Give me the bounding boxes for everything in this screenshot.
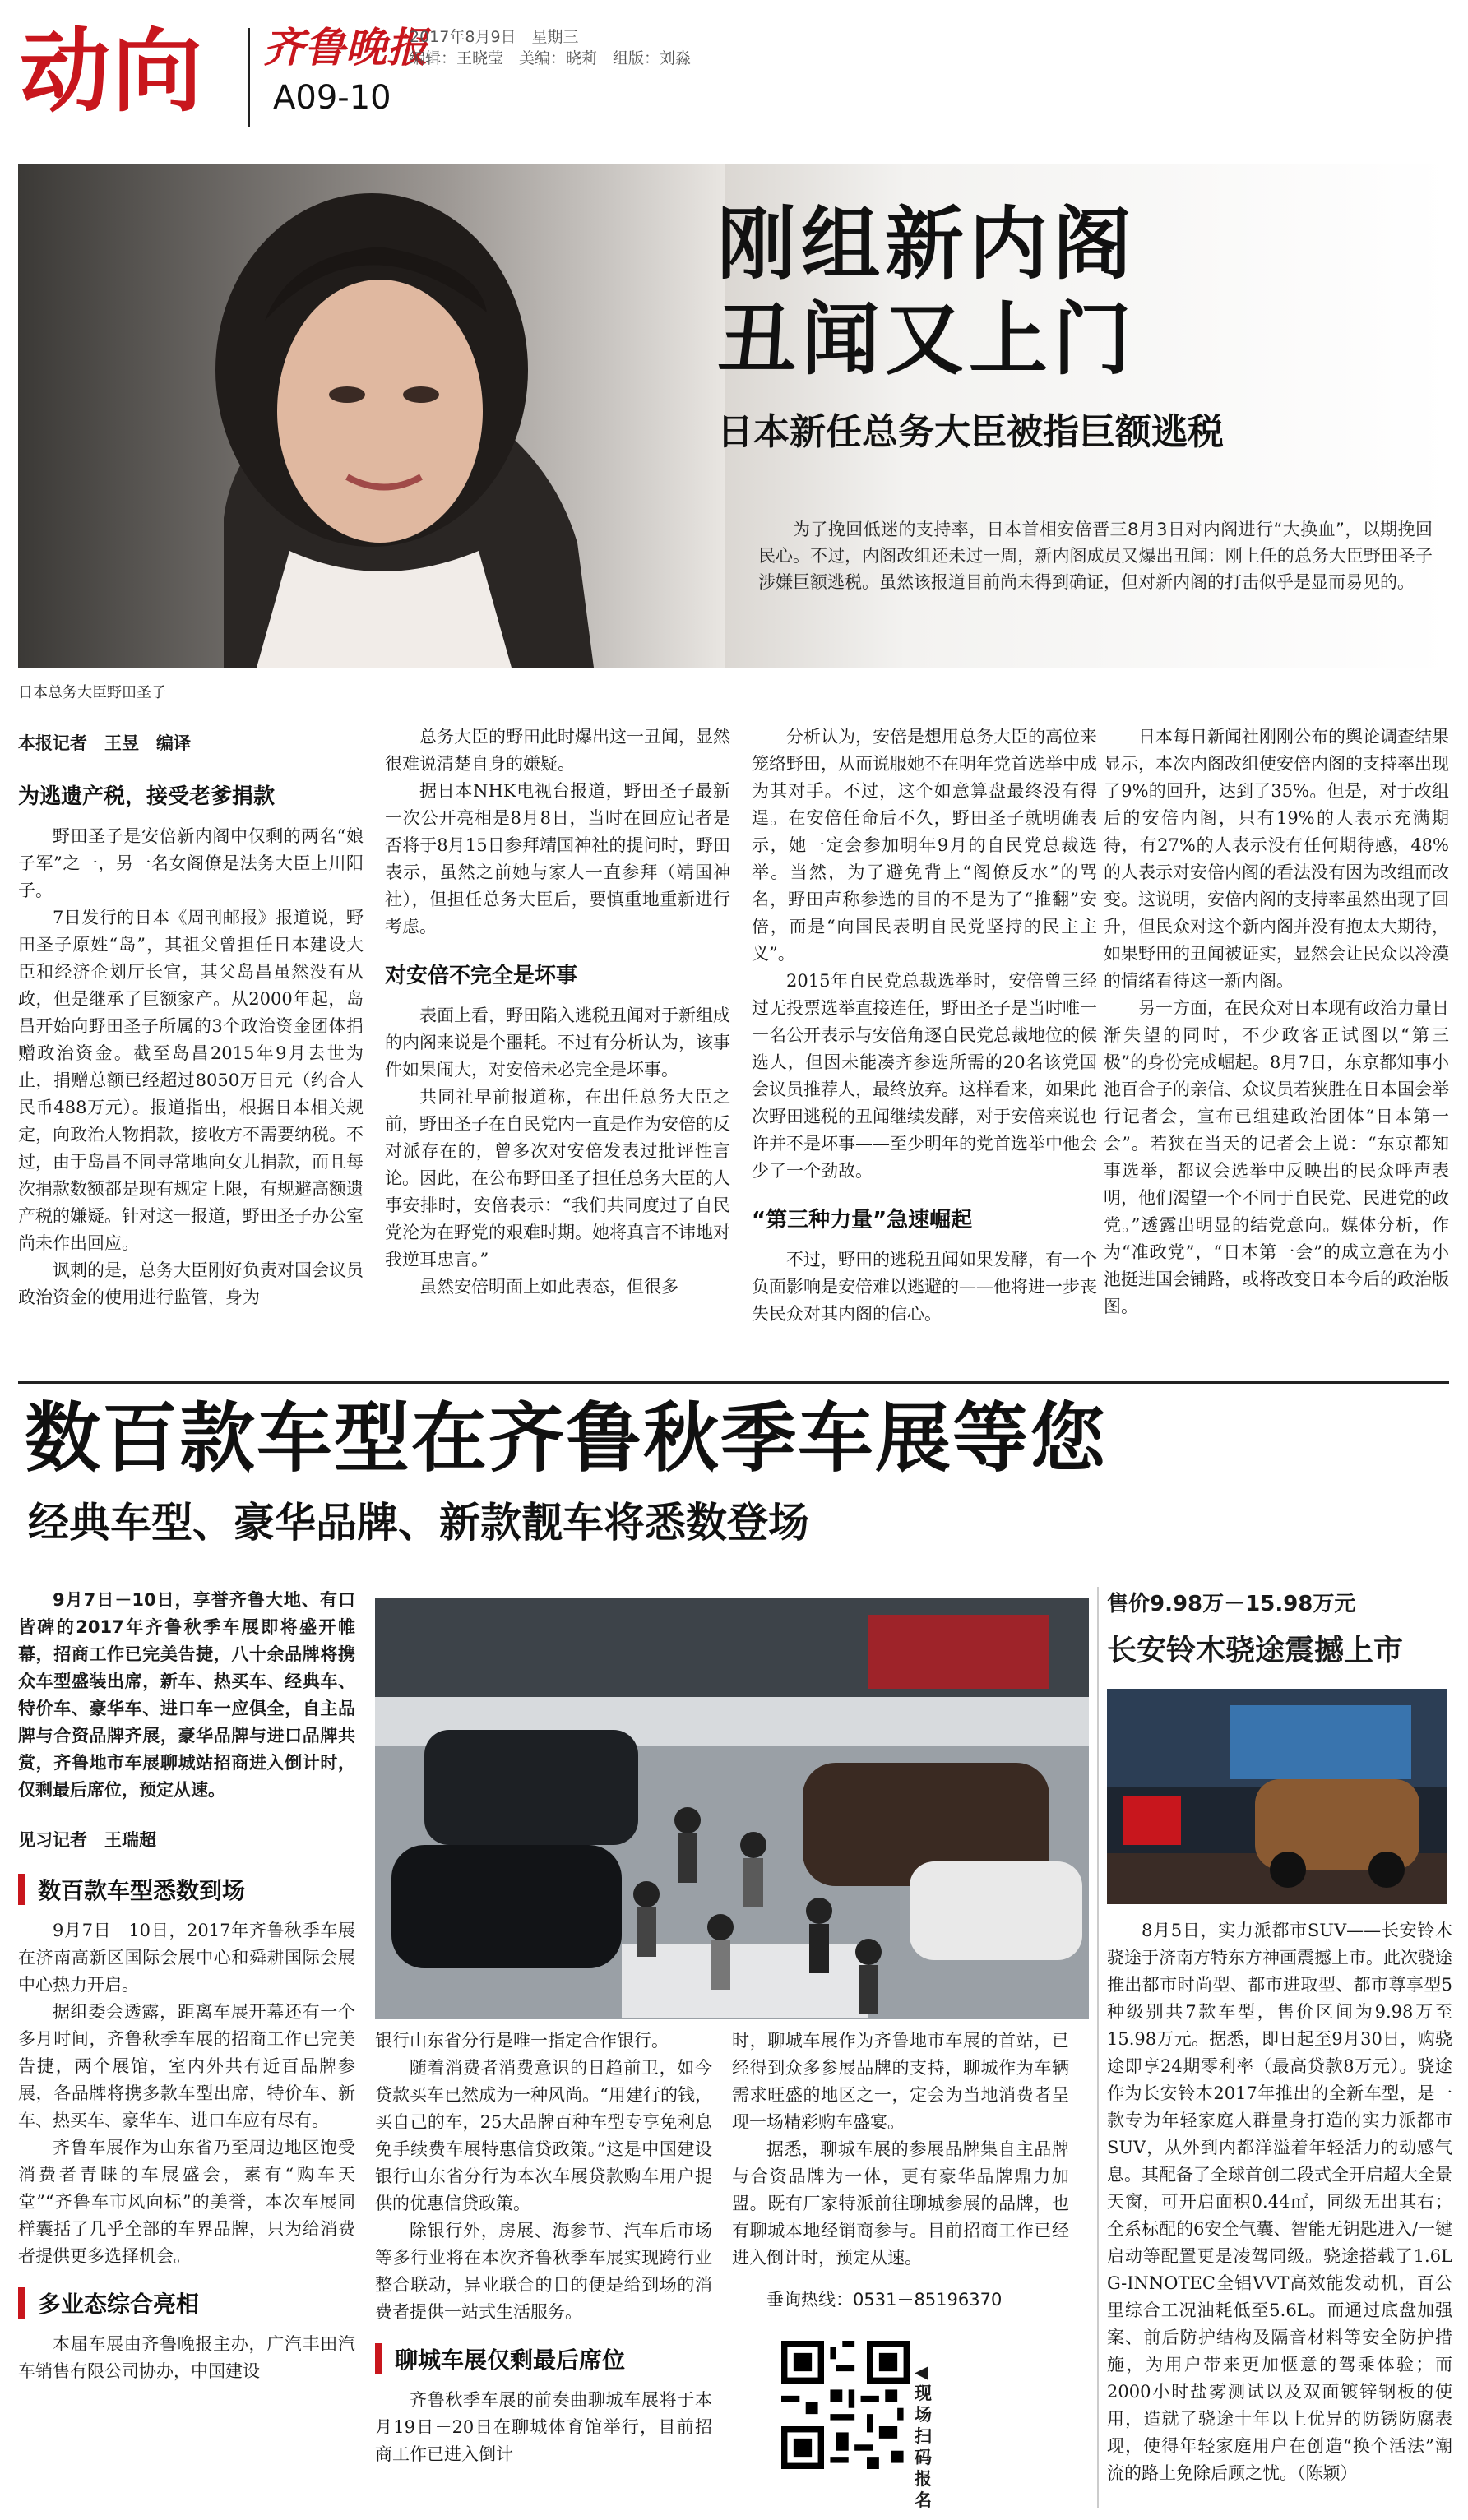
story1-col1 xyxy=(18,724,364,1311)
paragraph: 时，聊城车展作为齐鲁地市车展的首站，已经得到众多参展品牌的支持，聊城作为车辆需求旺盛的地区之一，定会为当地消费者呈现一场精彩购车盛宴。 xyxy=(732,2031,1069,2132)
paragraph: 共同社早前报道称，在出任总务大臣之前，野田圣子在自民党内一直是作为安倍的反对派存在的，曾多次对安倍发表过批评性言论。因此，在公布野田圣子担任总务大臣的人事安排时，安倍表示：“我们共同度过了自民党沦为在野党的艰难时期。她将真言不讳地对我逆耳忠言。” xyxy=(385,1087,730,1269)
paragraph: 8月5日，实力派都市SUV——长安铃木骁途于济南方特东方神画震撼上市。此次骁途推出都市时尚型、都市进取型、都市尊享型5种级别共7款车型，售价区间为9.98万至15.98万元。据悉，即日起至9月30日，购骁途即享24期零利率（最高贷款8万元）。骁途作为长安铃木2017年推出的全新车型，是一款专为年轻家庭人群量身打造的实力派都市SUV，从外到内都洋溢着年轻活力的动感气息。其配备了全球首创二段式全开启超大全景天窗，可开启面积0.44㎡，同级无出其右；全系标配的6安全气囊、智能无钥匙进入/一键启动等配置更是凌驾同级。骁途搭载了1.6L G-INNOTEC全铝VVT高效能发动机，百公里综合工况油耗低至5.6L。而通过底盘加强案、前后防护结构及隔音材料等安全防护措施，为用户带来更加惬意的驾乘体验；而2000小时盐雾测试以及双面镀锌钢板的使用，造就了骁途十年以上优异的防锈防腐表现，使得年轻家庭用户在创造“换个活法”潮流的路上免除后顾之忧。（陈颖） xyxy=(1107,1921,1452,2483)
paragraph: 不过，野田的逃税丑闻如果发酵，有一个负面影响是安倍难以逃避的——他将进一步丧失民众对其内阁的信心。 xyxy=(752,1250,1097,1324)
story1-col2 xyxy=(385,724,730,1301)
paragraph: 2015年自民党总裁选举时，安倍曾三经过无投票选举直接连任，野田圣子是当时唯一一名公开表示与安倍角逐自民党总裁地位的候选人，但因未能凑齐参选所需的20名该党国会议员推荐人，最终放弃。这样看来，如果此次野田逃税的丑闻继续发酵，对于安倍来说也许并不是坏事——至少明年的党首选举中他会少了一个劲敌。 xyxy=(752,971,1097,1181)
story1-section3-title: “第三种力量”急速崛起 xyxy=(752,1208,973,1232)
story3-price: 售价9.98万－15.98万元 xyxy=(1107,1592,1356,1616)
story1-byline: 本报记者 王昱 编译 xyxy=(18,733,191,753)
paragraph: 随着消费者消费意识的日趋前卫，如今贷款买车已然成为一种风尚。“用建行的钱，买自己的车，25大品牌百种车型专享免利息免手续费车展特惠信贷政策。”这是中国建设银行山东省分行为本次车展贷款购车用户提供的优惠信贷政策。 xyxy=(375,2058,712,2213)
story2-col2 xyxy=(375,2028,712,2468)
section-divider xyxy=(18,1381,1449,1384)
story2-section3-title xyxy=(375,2342,712,2375)
paragraph: 据组委会透露，距离车展开幕还有一个多月时间，齐鲁秋季车展的招商工作已完美告捷，两个展馆，室内外共有近百品牌参展，各品牌将携多款车型出席，特价车、新车、热买车、豪华车、进口车应有尽有。 xyxy=(18,2002,355,2130)
qr-code[interactable] xyxy=(781,2341,910,2469)
story2-col3 xyxy=(732,2028,1069,2469)
section-title-text: 数百款车型悉数到场 xyxy=(38,1877,246,1904)
paragraph: 表面上看，野田陷入逃税丑闻对于新组成的内阁来说是个噩耗。不过有分析认为，该事件如果闹大，对安倍未必完全是坏事。 xyxy=(385,1006,730,1080)
story3-headline: 长安铃木骁途震撼上市 xyxy=(1107,1634,1404,1667)
story1-hero xyxy=(18,164,1449,668)
section-title-text: 多业态综合亮相 xyxy=(38,2291,200,2318)
issue-date: 2017年8月9日 星期三 xyxy=(410,28,579,46)
story3 xyxy=(1107,1587,1452,2487)
story3-divider xyxy=(1097,1587,1099,2508)
story1-subheadline: 日本新任总务大臣被指巨额逃税 xyxy=(717,411,1224,453)
story2-subheadline: 经典车型、豪华品牌、新款靓车将悉数登场 xyxy=(28,1499,809,1547)
story1-headline-line2: 丑闻又上门 xyxy=(717,294,1137,386)
story1-lead: 为了挽回低迷的支持率，日本首相安倍晋三8月3日对内阁进行“大换血”，以期挽回民心。不过，内阁改组还未过一周，新内阁成员又爆出丑闻：刚上任的总务大臣野田圣子涉嫌巨额逃税。虽然该报道目前尚未得到确证，但对新内阁的打击似乎是显而易见的。 xyxy=(758,520,1433,592)
paragraph: 讽刺的是，总务大臣刚好负责对国会议员政治资金的使用进行监管，身为 xyxy=(18,1260,364,1307)
paragraph: 银行山东省分行是唯一指定合作银行。 xyxy=(375,2031,669,2051)
paragraph: 野田圣子是安倍新内阁中仅剩的两名“娘子军”之一，另一名女阁僚是法务大臣上川阳子。 xyxy=(18,826,364,900)
hotline: 垂询热线：0531－85196370 xyxy=(766,2290,1003,2310)
paragraph: 7日发行的日本《周刊邮报》报道说，野田圣子原姓“岛”，其祖父曾担任日本建设大臣和经济企划厅长官，其父岛昌虽然没有从政，但是继承了巨额家产。从2000年起，岛昌开始向野田圣子所属的3个政治资金团体捐赠政治资金。截至岛昌2015年9月去世为止，捐赠总额已经超过8050万日元（约合人民币488万元）。报道指出，根据日本相关规定，向政治人物捐款，接收方不需要纳税。不过，由于岛昌不同寻常地向女儿捐款，而且每次捐款数额都是现有规定上限，有规避高额遗产税的嫌疑。针对这一报道，野田圣子办公室尚未作出回应。 xyxy=(18,908,364,1253)
masthead-divider xyxy=(248,28,250,127)
paragraph: 据悉，聊城车展的参展品牌集自主品牌与合资品牌为一体，更有豪华品牌鼎力加盟。既有厂家特派前往聊城参展的品牌，也有聊城本地经销商参与。目前招商工作已经进入倒计时，预定从速。 xyxy=(732,2139,1069,2268)
page-number: A09-10 xyxy=(273,79,391,117)
story1-col3 xyxy=(752,724,1097,1328)
paragraph: 总务大臣的野田此时爆出这一丑闻，显然很难说清楚自身的嫌疑。 xyxy=(385,727,730,774)
qr-caption: ◀现场扫码报名 xyxy=(915,2362,932,2510)
editor-credits: 编辑：王晓莹 美编：晓莉 组版：刘淼 xyxy=(410,49,692,67)
story1-col4 xyxy=(1104,724,1449,1320)
paragraph: 齐鲁车展作为山东省乃至周边地区饱受消费者青睐的车展盛会，素有“购车天堂”“齐鲁车市风向标”的美誉，本次车展同样囊括了几乎全部的车界品牌，只为给消费者提供更多选择机会。 xyxy=(18,2138,355,2266)
paragraph: 据日本NHK电视台报道，野田圣子最新一次公开亮相是8月8日，当时在回应记者是否将于8月15日参拜靖国神社的提问时，野田表示，虽然之前她与家人一直参拜（靖国神社），但担任总务大臣后，要慎重地重新进行考虑。 xyxy=(385,781,730,936)
car-launch-photo xyxy=(1107,1689,1447,1904)
paragraph: 除银行外，房展、海参节、汽车后市场等多行业将在本次齐鲁秋季车展实现跨行业整合联动，异业联合的目的便是给到场的消费者提供一站式生活服务。 xyxy=(375,2221,712,2322)
story1-section1-title: 为逃遗产税，接受老爹捐款 xyxy=(18,784,276,809)
paragraph: 分析认为，安倍是想用总务大臣的高位来笼络野田，从而说服她不在明年党首选举中成为其对手。不过，这个如意算盘最终没有得逞。在安倍任命后不久，野田圣子就明确表示，她一定会参加明年9月的自民党总裁选举。当然，为了避免背上“阁僚反水”的骂名，野田声称参选的目的不是为了“推翻”安倍，而是“向国民表明自民党坚持的民主主义”。 xyxy=(752,727,1097,964)
story1-body xyxy=(18,724,1449,1381)
paragraph: 虽然安倍明面上如此表态，但很多 xyxy=(419,1277,678,1297)
story2-section1-title xyxy=(18,1873,355,1906)
story2-headline: 数百款车型在齐鲁秋季车展等您 xyxy=(25,1394,1108,1482)
portrait-photo xyxy=(18,164,725,668)
paper-logo: 齐鲁晚报 xyxy=(263,23,428,72)
masthead xyxy=(0,0,1468,164)
story2-byline: 见习记者 王瑞超 xyxy=(18,1830,156,1850)
auto-show-photo xyxy=(375,1598,1089,2019)
section-title: 动向 xyxy=(20,19,204,124)
paragraph: 日本每日新闻社刚刚公布的舆论调查结果显示，本次内阁改组使安倍内阁的支持率出现了9%的回升，达到了35%。但是，对于改组后的安倍内阁，只有19%的人表示充满期待，有27%的人表示没有任何期待感，48%的人表示对安倍内阁的看法没有因为改组而改变。这说明，安倍内阁的支持率虽然出现了回升，但民众对这个新内阁并没有抱太大期待，如果野田的丑闻被证实，显然会让民众以冷漠的情绪看待这一新内阁。 xyxy=(1104,727,1449,991)
photo-caption: 日本总务大臣野田圣子 xyxy=(18,684,166,701)
story2-section2-title xyxy=(18,2286,355,2319)
paragraph: 本届车展由齐鲁晚报主办，广汽丰田汽车销售有限公司协办，中国建设 xyxy=(18,2334,355,2381)
story2-col1 xyxy=(18,1587,355,2385)
story1-section2-title: 对安倍不完全是坏事 xyxy=(385,964,578,988)
story2-lead: 9月7日－10日，享誉齐鲁大地、有口皆碑的2017年齐鲁秋季车展即将盛开帷幕，招商工作已完美告捷，八十余品牌将携众车型盛装出席，新车、热买车、经典车、特价车、豪华车、进口车一应俱全，自主品牌与合资品牌齐展，豪华品牌与进口品牌共赏，齐鲁地市车展聊城站招商进入倒计时，仅剩最后席位，预定从速。 xyxy=(18,1590,355,1800)
paragraph: 齐鲁秋季车展的前奏曲聊城车展将于本月19日－20日在聊城体育馆举行，目前招商工作已进入倒计 xyxy=(375,2390,712,2464)
story1-headline-line1: 刚组新内阁 xyxy=(717,198,1137,290)
section-title-text: 聊城车展仅剩最后席位 xyxy=(395,2347,626,2374)
paragraph: 另一方面，在民众对日本现有政治力量日渐失望的同时，不少政客正试图以“第三极”的身份完成崛起。8月7日，东京都知事小池百合子的亲信、众议员若狭胜在日本国会举行记者会，宣布已组建政治团体“日本第一会”。若狭在当天的记者会上说：“东京都知事选举，都议会选举中反映出的民众呼声表明，他们渴望一个不同于自民党、民进党的政党。”透露出明显的结党意向。媒体分析，作为“准政党”，“日本第一会”的成立意在为小池挺进国会铺路，或将改变日本今后的政治版图。 xyxy=(1104,998,1449,1316)
paragraph: 9月7日－10日，2017年齐鲁秋季车展在济南高新区国际会展中心和舜耕国际会展中心热力开启。 xyxy=(18,1921,355,1995)
